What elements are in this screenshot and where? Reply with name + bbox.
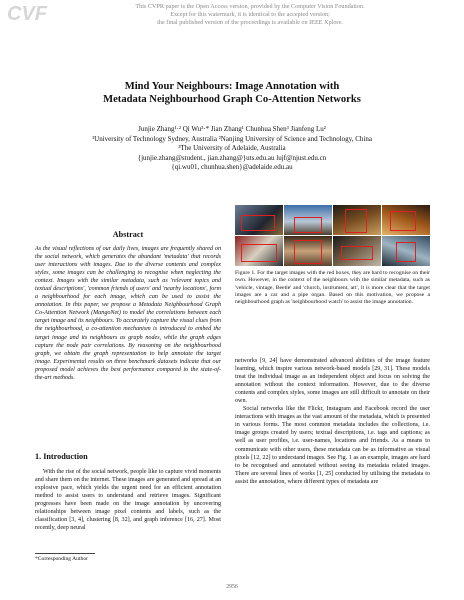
svg-text:CVF: CVF [7, 3, 47, 24]
right-column-text [235, 357, 430, 486]
watermark-line-2: Except for this watermark, it is identical to the accepted version; [170, 11, 330, 18]
figure-image-pipe [333, 236, 381, 266]
watermark-line-3: the final published version of the proceedings is available on IEEE Xplore. [157, 19, 343, 26]
figure-image-beetle [284, 205, 332, 235]
figure-image-car-1 [235, 205, 283, 235]
figure-image-interior [382, 205, 430, 235]
right-paragraph-2: Social networks like the Flickr, Instagram and Facebook record the user interactions with images as the vast amount of the metadata, which is presented in various forms. The most common metadata includes the collections, i.e. image groups created by users; textual descriptions, i.e. tags and captions; as well as user profiles, i.e. user-names, locations and friends. As a means to communicate with other users, these metadata can be as informative as visual pixels [12, 22] to understand images. See Fig. 1 as an example, images are hard to be recognised and annotated without seeing its metadata related images. There are several lines of works [1, 25] conducted by utilising the metadata to assist the annotation, where different types of metadata are [235, 406, 430, 485]
affiliation-3: ³The University of Adelaide, Australia [178, 144, 286, 153]
affiliation-1-2: ¹University of Technology Sydney, Australia ²Nanjing University of Science and Technology, China [92, 134, 372, 143]
footnote: *Corresponding Author [35, 556, 88, 562]
introduction-heading: 1. Introduction [35, 452, 88, 461]
introduction-paragraph: With the rise of the social network, people like to capture vivid moments and share them on the internet. These images are generated and spread at an explosive pace, which yields the urgent need for an efficient annotation method to assist users to understand and retrieve images. Significant progresses have been made on the image annotation by uncovering relationships between image pixel contents and labels, such as the classification [3, 4], clustering [8, 32], and graph inference [16, 27]. Most recently, deep neural [35, 469, 221, 532]
abstract-heading: Abstract [112, 230, 144, 239]
abstract-section [35, 230, 221, 382]
figure-1-images [235, 205, 430, 266]
title-line-2: Metadata Neighbourhood Graph Co-Attention Networks [103, 94, 361, 105]
figure-image-vintage-car [235, 236, 283, 266]
abstract-text: As the visual reflections of our daily lives, images are frequently shared on the social network, which generates the abundant 'metadata' that records user interactions with images. Due to the diverse contents and complex styles, some images can be challenging to recognise when neglecting the context. Images with the similar metadata, such as 'relevant topics and textual descriptions', 'common friends of users' and 'nearby locations', form a neighbourhood for each image, which can be used to assist the annotation. In this paper, we propose a Metadata Neighbourhood Graph Co-Attention Network (MangoNet) to model the correlations between each target image and its neighbours. To accurately capture the visual clues from the neighbourhood, a co-attention mechanism is introduced to embed the target image and its neighbours as graph nodes, while the graph edges capture the node pair correlations. By reasoning on the neighbourhood graph, we obtain the graph representation to help annotate the target image. Experimental results on three benchmark datasets indicate that our proposed model achieves the best performance compared to the state-of-the-art methods. [35, 246, 221, 381]
introduction-text-block [35, 468, 221, 532]
cvf-logo [6, 2, 54, 24]
title-line-1: Mind Your Neighbours: Image Annotation with [124, 81, 340, 92]
figure-image-organ [284, 236, 332, 266]
figure-1-caption: Figure 1. For the target images with the red boxes, they are hard to recognise on their own. However, in the context of the neighbours with the similar metadata, such as 'vehicle, vintage, Beetle' and 'church, instrument, art', it is more clear that the target images are a car and a pipe organ. Based on this motivation, we propose a neighbourhood graph as 'neighbourhood watch' to assist the image annotation. [235, 270, 430, 306]
author-names: Junjie Zhang¹·² Qi Wu³·* Jian Zhang¹ Chunhua Shen³ Jianfeng Lu² [138, 125, 326, 133]
footnote-rule [35, 553, 95, 554]
watermark-line-1: This CVPR paper is the Open Access version, provided by the Computer Vision Foundation. [135, 3, 365, 10]
emails-line-2: {qi.wu01, chunhua.shen}@adelaide.edu.au [171, 163, 293, 172]
figure-image-watch [382, 236, 430, 266]
open-access-watermark [60, 3, 440, 27]
right-paragraph-1: networks [9, 24] have demonstrated advanced abilities of the image feature learning, which inspire various network-based models [29, 31]. These models treat the individual image as an independent object and focus on solving the annotation without the context information. However, due to the diverse contents and complex styles, some images are still difficult to annotate on their own. [235, 358, 430, 405]
paper-title [40, 80, 424, 106]
page-number: 2956 [226, 584, 238, 590]
emails-line-1: {junjie.zhang@student., jian.zhang@}uts.edu.au lujf@njust.edu.cn [137, 153, 327, 162]
figure-image-church [333, 205, 381, 235]
author-block [20, 125, 444, 173]
